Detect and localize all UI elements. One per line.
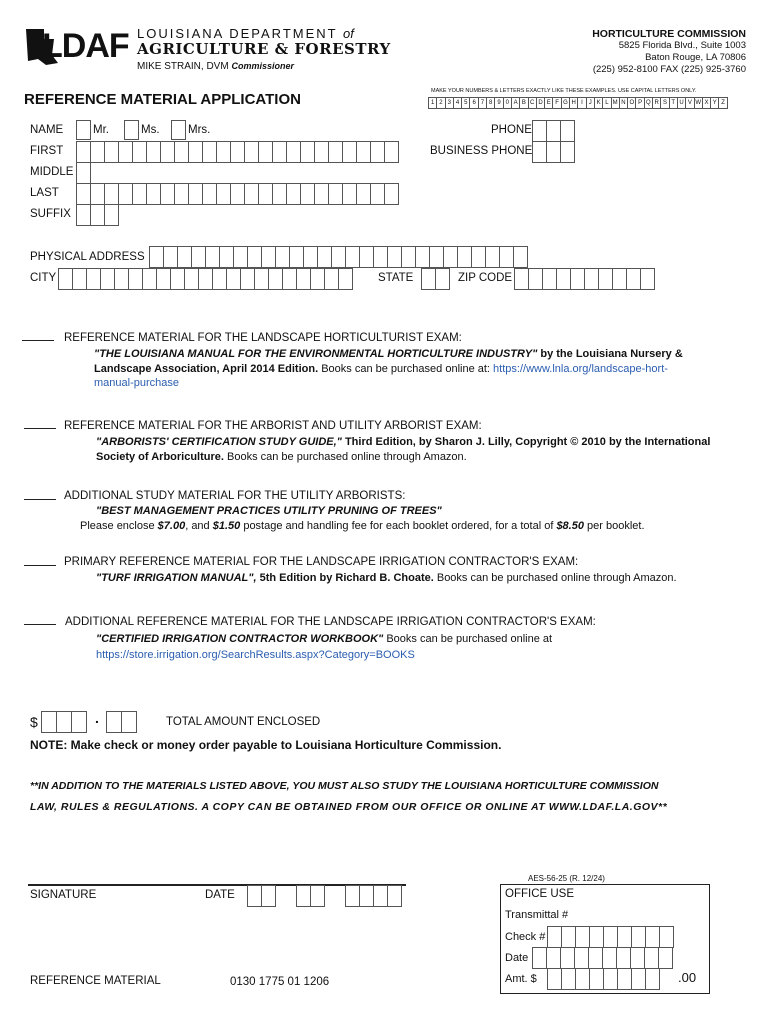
char-box[interactable] bbox=[146, 141, 161, 163]
sample-char: G bbox=[561, 97, 570, 109]
sample-char: V bbox=[685, 97, 694, 109]
char-box[interactable] bbox=[286, 183, 301, 205]
char-box[interactable] bbox=[542, 268, 557, 290]
commissioner-name: MIKE STRAIN, DVM bbox=[137, 61, 229, 72]
material-4-desc bbox=[96, 572, 677, 584]
material-4-checkline[interactable] bbox=[24, 565, 56, 566]
char-box[interactable] bbox=[268, 268, 283, 290]
sample-char: Q bbox=[644, 97, 653, 109]
sample-char: Z bbox=[718, 97, 727, 109]
dept-of: of bbox=[343, 26, 354, 41]
material-1-desc bbox=[94, 347, 724, 391]
state-boxes[interactable] bbox=[421, 268, 449, 290]
char-box[interactable] bbox=[216, 183, 231, 205]
fee-amount-postage: $1.50 bbox=[212, 520, 241, 532]
char-box[interactable] bbox=[163, 246, 178, 268]
char-box[interactable] bbox=[174, 141, 189, 163]
material-1-publisher: Landscape Association, April 2014 Edition. bbox=[94, 362, 319, 375]
material-2-checkline[interactable] bbox=[24, 428, 56, 429]
sample-char: U bbox=[677, 97, 686, 109]
material-2-purchase: Books can be purchased online through Amazon. bbox=[223, 451, 467, 463]
material-2-desc bbox=[96, 435, 746, 465]
material-1-link[interactable]: https://www.lnla.org/landscape-hort- bbox=[493, 362, 668, 375]
char-box[interactable] bbox=[328, 141, 343, 163]
char-box[interactable] bbox=[370, 141, 385, 163]
char-box[interactable] bbox=[212, 268, 227, 290]
char-box[interactable] bbox=[202, 141, 217, 163]
char-box[interactable] bbox=[384, 183, 399, 205]
date-label: DATE bbox=[205, 889, 235, 901]
char-box[interactable] bbox=[72, 268, 87, 290]
char-box[interactable] bbox=[275, 246, 290, 268]
char-box[interactable] bbox=[261, 246, 276, 268]
char-box[interactable] bbox=[230, 183, 245, 205]
char-box[interactable] bbox=[258, 183, 273, 205]
dollar-sign: $ bbox=[30, 714, 38, 730]
char-box[interactable] bbox=[345, 246, 360, 268]
sample-char: 6 bbox=[469, 97, 478, 109]
char-box[interactable] bbox=[76, 141, 91, 163]
char-box[interactable] bbox=[160, 141, 175, 163]
ldaf-logo bbox=[24, 25, 129, 69]
name-label: NAME bbox=[30, 124, 64, 136]
char-box[interactable] bbox=[532, 141, 547, 163]
sample-char: R bbox=[652, 97, 661, 109]
char-box[interactable] bbox=[247, 885, 262, 907]
material-3-fee bbox=[80, 520, 645, 532]
char-box[interactable] bbox=[645, 926, 660, 948]
mrs-label: Mrs. bbox=[188, 124, 211, 136]
zip-label: ZIP CODE bbox=[458, 272, 513, 284]
char-box[interactable] bbox=[198, 268, 213, 290]
char-box[interactable] bbox=[254, 268, 269, 290]
char-box[interactable] bbox=[56, 711, 72, 733]
char-box[interactable] bbox=[90, 204, 105, 226]
material-2-by: Third Edition, by Sharon J. Lilly, Copyright © 2010 by the International bbox=[341, 436, 711, 448]
char-box[interactable] bbox=[272, 183, 287, 205]
char-box[interactable] bbox=[132, 141, 147, 163]
sample-char: 9 bbox=[494, 97, 503, 109]
cents-boxes[interactable] bbox=[106, 711, 136, 733]
material-5-title: "CERTIFIED IRRIGATION CONTRACTOR WORKBOOK" bbox=[96, 633, 384, 645]
char-box[interactable] bbox=[314, 141, 329, 163]
material-1-by: by the Louisiana Nursery & bbox=[537, 348, 683, 360]
mr-checkbox[interactable] bbox=[76, 120, 91, 140]
char-box[interactable] bbox=[149, 246, 164, 268]
char-box[interactable] bbox=[387, 246, 402, 268]
material-5-purchase: Books can be purchased online at bbox=[383, 633, 553, 645]
sample-char: 2 bbox=[436, 97, 445, 109]
char-box[interactable] bbox=[373, 246, 388, 268]
amount-boxes[interactable] bbox=[547, 968, 659, 990]
char-box[interactable] bbox=[303, 246, 318, 268]
office-date-boxes[interactable] bbox=[532, 947, 672, 969]
sample-char: H bbox=[569, 97, 578, 109]
sample-char: F bbox=[552, 97, 561, 109]
material-4-title: "TURF IRRIGATION MANUAL", bbox=[96, 572, 257, 584]
char-box[interactable] bbox=[575, 968, 590, 990]
char-box[interactable] bbox=[90, 183, 105, 205]
char-box[interactable] bbox=[300, 141, 315, 163]
business-phone-label: BUSINESS PHONE bbox=[430, 145, 533, 157]
char-box[interactable] bbox=[41, 711, 57, 733]
char-box[interactable] bbox=[90, 141, 105, 163]
char-box[interactable] bbox=[76, 162, 91, 184]
char-box[interactable] bbox=[435, 268, 450, 290]
sample-char: B bbox=[519, 97, 528, 109]
sample-char: O bbox=[627, 97, 636, 109]
char-box[interactable] bbox=[575, 926, 590, 948]
char-box[interactable] bbox=[142, 268, 157, 290]
char-box[interactable] bbox=[546, 120, 561, 142]
char-box[interactable] bbox=[457, 246, 472, 268]
char-box[interactable] bbox=[342, 141, 357, 163]
sample-char: P bbox=[635, 97, 644, 109]
char-box[interactable] bbox=[546, 141, 561, 163]
char-box[interactable] bbox=[401, 246, 416, 268]
char-box[interactable] bbox=[202, 183, 217, 205]
char-box[interactable] bbox=[528, 268, 543, 290]
commissioner-title: Commissioner bbox=[231, 61, 294, 71]
signature-label: SIGNATURE bbox=[30, 889, 97, 901]
material-1-title: "THE LOUISIANA MANUAL FOR THE ENVIRONMENTAL HORTICULTURE INDUSTRY" bbox=[94, 348, 538, 360]
sample-characters bbox=[428, 97, 727, 109]
char-box[interactable] bbox=[216, 141, 231, 163]
sample-char: D bbox=[536, 97, 545, 109]
char-box[interactable] bbox=[561, 926, 576, 948]
decimal-point: . bbox=[95, 710, 99, 726]
char-box[interactable] bbox=[104, 141, 119, 163]
fee-amount-total: $8.50 bbox=[556, 520, 584, 532]
char-box[interactable] bbox=[156, 268, 171, 290]
office-date-label: Date bbox=[505, 952, 529, 964]
char-box[interactable] bbox=[499, 246, 514, 268]
char-box[interactable] bbox=[328, 183, 343, 205]
sample-char: 0 bbox=[503, 97, 512, 109]
char-box[interactable] bbox=[387, 885, 402, 907]
sample-char: Y bbox=[710, 97, 719, 109]
address-line1: 5825 Florida Blvd., Suite 1003 bbox=[618, 40, 746, 51]
char-box[interactable] bbox=[560, 141, 575, 163]
char-box[interactable] bbox=[556, 268, 571, 290]
suffix-label: SUFFIX bbox=[30, 208, 71, 220]
sample-char: 8 bbox=[486, 97, 495, 109]
char-box[interactable] bbox=[617, 926, 632, 948]
material-3-heading: ADDITIONAL STUDY MATERIAL FOR THE UTILITY ARBORISTS: bbox=[64, 490, 406, 502]
sample-char: J bbox=[586, 97, 595, 109]
signature-date-year[interactable] bbox=[345, 885, 401, 907]
material-5-desc bbox=[96, 631, 552, 663]
char-box[interactable] bbox=[338, 268, 353, 290]
char-box[interactable] bbox=[184, 268, 199, 290]
char-box[interactable] bbox=[612, 268, 627, 290]
material-5-checkline[interactable] bbox=[24, 624, 56, 625]
fee-text-1: Please enclose bbox=[80, 520, 158, 532]
char-box[interactable] bbox=[104, 183, 119, 205]
sample-char: 4 bbox=[453, 97, 462, 109]
char-box[interactable] bbox=[589, 926, 604, 948]
char-box[interactable] bbox=[342, 183, 357, 205]
fee-text-3: postage and handling fee for each booklet ordered, for a total of bbox=[240, 520, 557, 532]
char-box[interactable] bbox=[584, 268, 599, 290]
last-label: LAST bbox=[30, 187, 59, 199]
char-box[interactable] bbox=[513, 246, 528, 268]
material-1-checkline[interactable] bbox=[22, 340, 54, 341]
commission-name: HORTICULTURE COMMISSION bbox=[592, 28, 746, 40]
fee-amount-booklet: $7.00 bbox=[157, 520, 186, 532]
char-box[interactable] bbox=[630, 947, 645, 969]
char-box[interactable] bbox=[314, 183, 329, 205]
phone-boxes[interactable] bbox=[532, 120, 574, 142]
material-4-heading: PRIMARY REFERENCE MATERIAL FOR THE LANDSCAPE IRRIGATION CONTRACTOR'S EXAM: bbox=[64, 556, 579, 568]
char-box[interactable] bbox=[356, 141, 371, 163]
last-name-boxes[interactable] bbox=[76, 183, 398, 205]
check-number-boxes[interactable] bbox=[547, 926, 673, 948]
address-line2: Baton Rouge, LA 70806 bbox=[645, 52, 746, 63]
char-box[interactable] bbox=[415, 246, 430, 268]
char-box[interactable] bbox=[317, 246, 332, 268]
char-box[interactable] bbox=[261, 885, 276, 907]
char-box[interactable] bbox=[258, 141, 273, 163]
char-box[interactable] bbox=[244, 183, 259, 205]
char-box[interactable] bbox=[188, 183, 203, 205]
sample-char: 7 bbox=[478, 97, 487, 109]
char-box[interactable] bbox=[546, 947, 561, 969]
char-box[interactable] bbox=[547, 926, 562, 948]
char-box[interactable] bbox=[160, 183, 175, 205]
char-box[interactable] bbox=[626, 268, 641, 290]
phone-label: PHONE bbox=[491, 124, 532, 136]
char-box[interactable] bbox=[118, 141, 133, 163]
state-label: STATE bbox=[378, 272, 414, 284]
char-box[interactable] bbox=[121, 711, 137, 733]
char-box[interactable] bbox=[574, 947, 589, 969]
ms-checkbox[interactable] bbox=[124, 120, 139, 140]
char-box[interactable] bbox=[324, 268, 339, 290]
fee-text-2: , and bbox=[185, 520, 213, 532]
char-box[interactable] bbox=[219, 246, 234, 268]
char-box[interactable] bbox=[86, 268, 101, 290]
char-box[interactable] bbox=[247, 246, 262, 268]
char-box[interactable] bbox=[240, 268, 255, 290]
char-box[interactable] bbox=[188, 141, 203, 163]
char-box[interactable] bbox=[532, 947, 547, 969]
office-use-label: OFFICE USE bbox=[505, 888, 575, 900]
char-box[interactable] bbox=[659, 926, 674, 948]
warning-line1: **IN ADDITION TO THE MATERIALS LISTED ABOVE, YOU MUST ALSO STUDY THE LOUISIANA HORTICULTURE COMMISSION bbox=[30, 780, 659, 792]
char-box[interactable] bbox=[561, 968, 576, 990]
char-box[interactable] bbox=[589, 968, 604, 990]
payment-note: NOTE: Make check or money order payable to Louisiana Horticulture Commission. bbox=[30, 738, 502, 752]
accounting-code: 0130 1775 01 1206 bbox=[230, 976, 330, 988]
city-boxes[interactable] bbox=[58, 268, 352, 290]
middle-label: MIDDLE bbox=[30, 166, 74, 178]
zip-boxes[interactable] bbox=[514, 268, 654, 290]
material-2-title: "ARBORISTS' CERTIFICATION STUDY GUIDE," bbox=[96, 436, 342, 448]
dollar-boxes[interactable] bbox=[41, 711, 86, 733]
phone-fax: (225) 952-8100 FAX (225) 925-3760 bbox=[592, 64, 746, 75]
char-box[interactable] bbox=[76, 183, 91, 205]
total-amount-label: TOTAL AMOUNT ENCLOSED bbox=[166, 716, 321, 728]
char-box[interactable] bbox=[205, 246, 220, 268]
material-4-by: 5th Edition by Richard B. Choate. bbox=[256, 572, 434, 584]
material-4-purchase: Books can be purchased online through Amazon. bbox=[433, 572, 677, 584]
char-box[interactable] bbox=[421, 268, 436, 290]
char-box[interactable] bbox=[645, 968, 660, 990]
char-box[interactable] bbox=[104, 204, 119, 226]
char-box[interactable] bbox=[310, 268, 325, 290]
amount-label: Amt. $ bbox=[505, 973, 537, 985]
char-box[interactable] bbox=[532, 120, 547, 142]
mrs-checkbox[interactable] bbox=[171, 120, 186, 140]
char-box[interactable] bbox=[359, 885, 374, 907]
char-box[interactable] bbox=[146, 183, 161, 205]
char-box[interactable] bbox=[296, 885, 311, 907]
char-box[interactable] bbox=[471, 246, 486, 268]
char-box[interactable] bbox=[114, 268, 129, 290]
char-box[interactable] bbox=[191, 246, 206, 268]
physical-address-boxes[interactable] bbox=[149, 246, 527, 268]
char-box[interactable] bbox=[631, 968, 646, 990]
char-box[interactable] bbox=[443, 246, 458, 268]
first-name-boxes[interactable] bbox=[76, 141, 398, 163]
sample-char: 1 bbox=[428, 97, 437, 109]
sample-char: M bbox=[611, 97, 620, 109]
char-box[interactable] bbox=[128, 268, 143, 290]
char-box[interactable] bbox=[272, 141, 287, 163]
char-box[interactable] bbox=[71, 711, 87, 733]
char-box[interactable] bbox=[282, 268, 297, 290]
reference-material-label: REFERENCE MATERIAL bbox=[30, 975, 161, 987]
business-phone-boxes[interactable] bbox=[532, 141, 574, 163]
char-box[interactable] bbox=[118, 183, 133, 205]
physical-address-label: PHYSICAL ADDRESS bbox=[30, 251, 145, 263]
char-box[interactable] bbox=[370, 183, 385, 205]
middle-name-boxes[interactable] bbox=[76, 162, 90, 184]
form-number: AES-56-25 (R. 12/24) bbox=[528, 874, 605, 883]
char-box[interactable] bbox=[76, 204, 91, 226]
char-box[interactable] bbox=[58, 268, 73, 290]
material-3-title: "BEST MANAGEMENT PRACTICES UTILITY PRUNING OF TREES" bbox=[96, 505, 442, 517]
char-box[interactable] bbox=[373, 885, 388, 907]
char-box[interactable] bbox=[602, 947, 617, 969]
char-box[interactable] bbox=[286, 141, 301, 163]
char-box[interactable] bbox=[429, 246, 444, 268]
material-3-checkline[interactable] bbox=[24, 499, 56, 500]
char-box[interactable] bbox=[100, 268, 115, 290]
char-box[interactable] bbox=[588, 947, 603, 969]
sample-char: A bbox=[511, 97, 520, 109]
sample-char: L bbox=[602, 97, 611, 109]
sample-char: S bbox=[660, 97, 669, 109]
sample-char: T bbox=[669, 97, 678, 109]
char-box[interactable] bbox=[106, 711, 122, 733]
char-box[interactable] bbox=[658, 947, 673, 969]
char-box[interactable] bbox=[310, 885, 325, 907]
dept-line1: LOUISIANA DEPARTMENT bbox=[137, 26, 338, 41]
material-5-heading: ADDITIONAL REFERENCE MATERIAL FOR THE LANDSCAPE IRRIGATION CONTRACTOR'S EXAM: bbox=[65, 616, 596, 628]
suffix-boxes[interactable] bbox=[76, 204, 118, 226]
char-box[interactable] bbox=[230, 141, 245, 163]
sample-char: E bbox=[544, 97, 553, 109]
char-box[interactable] bbox=[560, 947, 575, 969]
char-box[interactable] bbox=[547, 968, 562, 990]
char-box[interactable] bbox=[603, 926, 618, 948]
material-5-link[interactable]: https://store.irrigation.org/SearchResults.aspx?Category=BOOKS bbox=[96, 649, 415, 661]
first-label: FIRST bbox=[30, 145, 64, 157]
material-2-publisher: Society of Arboriculture. bbox=[96, 451, 224, 463]
material-1-heading: REFERENCE MATERIAL FOR THE LANDSCAPE HORTICULTURIST EXAM: bbox=[64, 332, 462, 344]
sample-char: 3 bbox=[445, 97, 454, 109]
sample-instructions: MAKE YOUR NUMBERS & LETTERS EXACTLY LIKE THESE EXAMPLES. USE CAPITAL LETTERS ONLY. bbox=[431, 88, 697, 94]
ms-label: Ms. bbox=[141, 124, 160, 136]
char-box[interactable] bbox=[132, 183, 147, 205]
char-box[interactable] bbox=[514, 268, 529, 290]
sample-char: X bbox=[702, 97, 711, 109]
sample-char: I bbox=[577, 97, 586, 109]
warning-line2: LAW, RULES & REGULATIONS. A COPY CAN BE OBTAINED FROM OUR OFFICE OR ONLINE AT WWW.LDAF.LA.GOV** bbox=[30, 801, 668, 813]
char-box[interactable] bbox=[640, 268, 655, 290]
sample-char: C bbox=[528, 97, 537, 109]
fee-text-4: per booklet. bbox=[583, 520, 645, 532]
check-label: Check # bbox=[505, 931, 546, 943]
char-box[interactable] bbox=[560, 120, 575, 142]
char-box[interactable] bbox=[345, 885, 360, 907]
material-1-link-cont[interactable]: manual-purchase bbox=[94, 377, 179, 389]
form-title: REFERENCE MATERIAL APPLICATION bbox=[24, 91, 301, 108]
sample-char: K bbox=[594, 97, 603, 109]
char-box[interactable] bbox=[631, 926, 646, 948]
amount-cents: .00 bbox=[678, 970, 697, 985]
char-box[interactable] bbox=[598, 268, 613, 290]
char-box[interactable] bbox=[331, 246, 346, 268]
char-box[interactable] bbox=[244, 141, 259, 163]
char-box[interactable] bbox=[296, 268, 311, 290]
char-box[interactable] bbox=[644, 947, 659, 969]
char-box[interactable] bbox=[289, 246, 304, 268]
sample-char: N bbox=[619, 97, 628, 109]
signature-date-day[interactable] bbox=[296, 885, 324, 907]
char-box[interactable] bbox=[616, 947, 631, 969]
sample-char: 5 bbox=[461, 97, 470, 109]
char-box[interactable] bbox=[170, 268, 185, 290]
char-box[interactable] bbox=[617, 968, 632, 990]
char-box[interactable] bbox=[226, 268, 241, 290]
char-box[interactable] bbox=[233, 246, 248, 268]
sample-char: W bbox=[694, 97, 703, 109]
char-box[interactable] bbox=[177, 246, 192, 268]
char-box[interactable] bbox=[359, 246, 374, 268]
logo-text: LDAF bbox=[42, 27, 129, 65]
char-box[interactable] bbox=[174, 183, 189, 205]
char-box[interactable] bbox=[603, 968, 618, 990]
material-1-purchase: Books can be purchased online at: bbox=[318, 362, 494, 375]
city-label: CITY bbox=[30, 272, 57, 284]
char-box[interactable] bbox=[570, 268, 585, 290]
transmittal-label: Transmittal # bbox=[505, 909, 569, 921]
char-box[interactable] bbox=[356, 183, 371, 205]
char-box[interactable] bbox=[485, 246, 500, 268]
char-box[interactable] bbox=[300, 183, 315, 205]
char-box[interactable] bbox=[384, 141, 399, 163]
dept-line2: AGRICULTURE & FORESTRY bbox=[137, 40, 391, 58]
mr-label: Mr. bbox=[93, 124, 109, 136]
material-2-heading: REFERENCE MATERIAL FOR THE ARBORIST AND UTILITY ARBORIST EXAM: bbox=[64, 420, 482, 432]
signature-date-month[interactable] bbox=[247, 885, 275, 907]
